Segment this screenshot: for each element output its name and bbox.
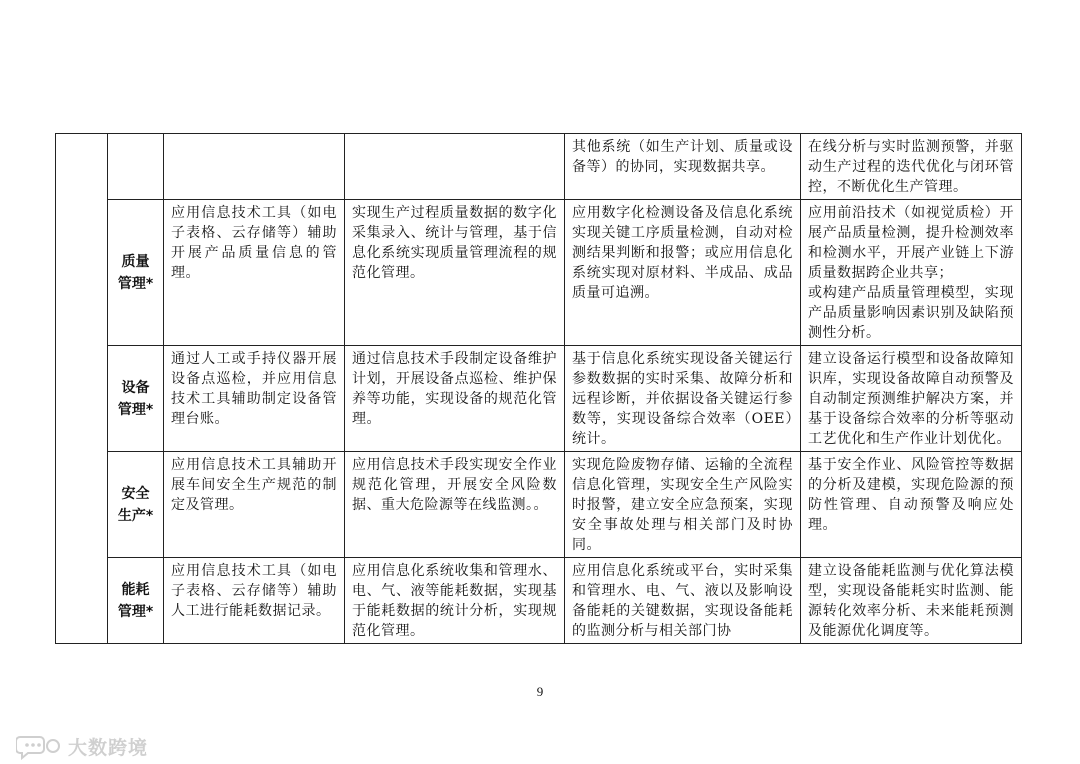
watermark-text: 大数跨境 <box>68 737 149 759</box>
level-1-cell: 应用信息技术工具（如电子表格、云存储等）辅助人工进行能耗数据记录。 <box>164 558 345 644</box>
level-2-cell: 应用信息化系统收集和管理水、电、气、液等能耗数据，实现基于能耗数据的统计分析，实现规范化管理。 <box>345 558 565 644</box>
page-number: 9 <box>536 684 544 699</box>
level-3-cell: 基于信息化系统实现设备关键运行参数数据的实时采集、故障分析和远程诊断，并依据设备关键运行参数等，实现设备综合效率（OEE）统计。 <box>565 346 801 452</box>
category-cell: 质量 管理* <box>108 200 164 346</box>
category-cell: 设备 管理* <box>108 346 164 452</box>
level-3-cell: 实现危险废物存储、运输的全流程信息化管理，实现安全生产风险实时报警，建立安全应急预案，实现安全事故处理与相关部门及时协同。 <box>565 452 801 558</box>
level-2-cell: 通过信息技术手段制定设备维护计划，开展设备点巡检、维护保养等功能，实现设备的规范化管理。 <box>345 346 565 452</box>
level-3-cell: 应用数字化检测设备及信息化系统实现关键工序质量检测，自动对检测结果判断和报警；或应用信息化系统实现对原材料、半成品、成品质量可追溯。 <box>565 200 801 346</box>
table-row <box>56 452 1022 558</box>
level-3-cell: 应用信息化系统或平台，实时采集和管理水、电、气、液以及影响设备能耗的关键数据，实现设备能耗的监测分析与相关部门协 <box>565 558 801 644</box>
level-1-cell <box>164 134 345 200</box>
category-cell <box>108 134 164 200</box>
category-cell: 能耗 管理* <box>108 558 164 644</box>
level-2-cell: 实现生产过程质量数据的数字化采集录入、统计与管理，基于信息化系统实现质量管理流程的规范化管理。 <box>345 200 565 346</box>
level-1-cell: 通过人工或手持仪器开展设备点巡检，并应用信息技术工具辅助制定设备管理台账。 <box>164 346 345 452</box>
merged-dimension-cell <box>56 134 108 644</box>
table-row <box>56 346 1022 452</box>
level-3-cell: 其他系统（如生产计划、质量或设备等）的协同，实现数据共享。 <box>565 134 801 200</box>
level-4-cell: 应用前沿技术（如视觉质检）开展产品质量检测，提升检测效率和检测水平，开展产业链上下游质量数据跨企业共享； 或构建产品质量管理模型，实现产品质量影响因素识别及缺陷预测性分析。 <box>801 200 1022 346</box>
level-1-cell: 应用信息技术工具辅助开展车间安全生产规范的制定及管理。 <box>164 452 345 558</box>
level-4-cell: 建立设备运行模型和设备故障知识库，实现设备故障自动预警及自动制定预测维护解决方案，并基于设备综合效率的分析等驱动工艺优化和生产作业计划优化。 <box>801 346 1022 452</box>
level-2-cell: 应用信息技术手段实现安全作业规范化管理，开展安全风险数据、重大危险源等在线监测。。 <box>345 452 565 558</box>
level-4-cell: 基于安全作业、风险管控等数据的分析及建模，实现危险源的预防性管理、自动预警及响应处理。 <box>801 452 1022 558</box>
watermark <box>16 733 148 760</box>
level-2-cell <box>345 134 565 200</box>
table-row <box>56 558 1022 644</box>
category-cell: 安全 生产* <box>108 452 164 558</box>
table-row <box>56 134 1022 200</box>
level-4-cell: 建立设备能耗监测与优化算法模型，实现设备能耗实时监测、能源转化效率分析、未来能耗预测及能源优化调度等。 <box>801 558 1022 644</box>
chat-bubble-logo-icon <box>16 734 62 760</box>
capability-table <box>55 133 1022 644</box>
table-row <box>56 200 1022 346</box>
level-1-cell: 应用信息技术工具（如电子表格、云存储等）辅助开展产品质量信息的管理。 <box>164 200 345 346</box>
level-4-cell: 在线分析与实时监测预警，并驱动生产过程的迭代优化与闭环管控，不断优化生产管理。 <box>801 134 1022 200</box>
